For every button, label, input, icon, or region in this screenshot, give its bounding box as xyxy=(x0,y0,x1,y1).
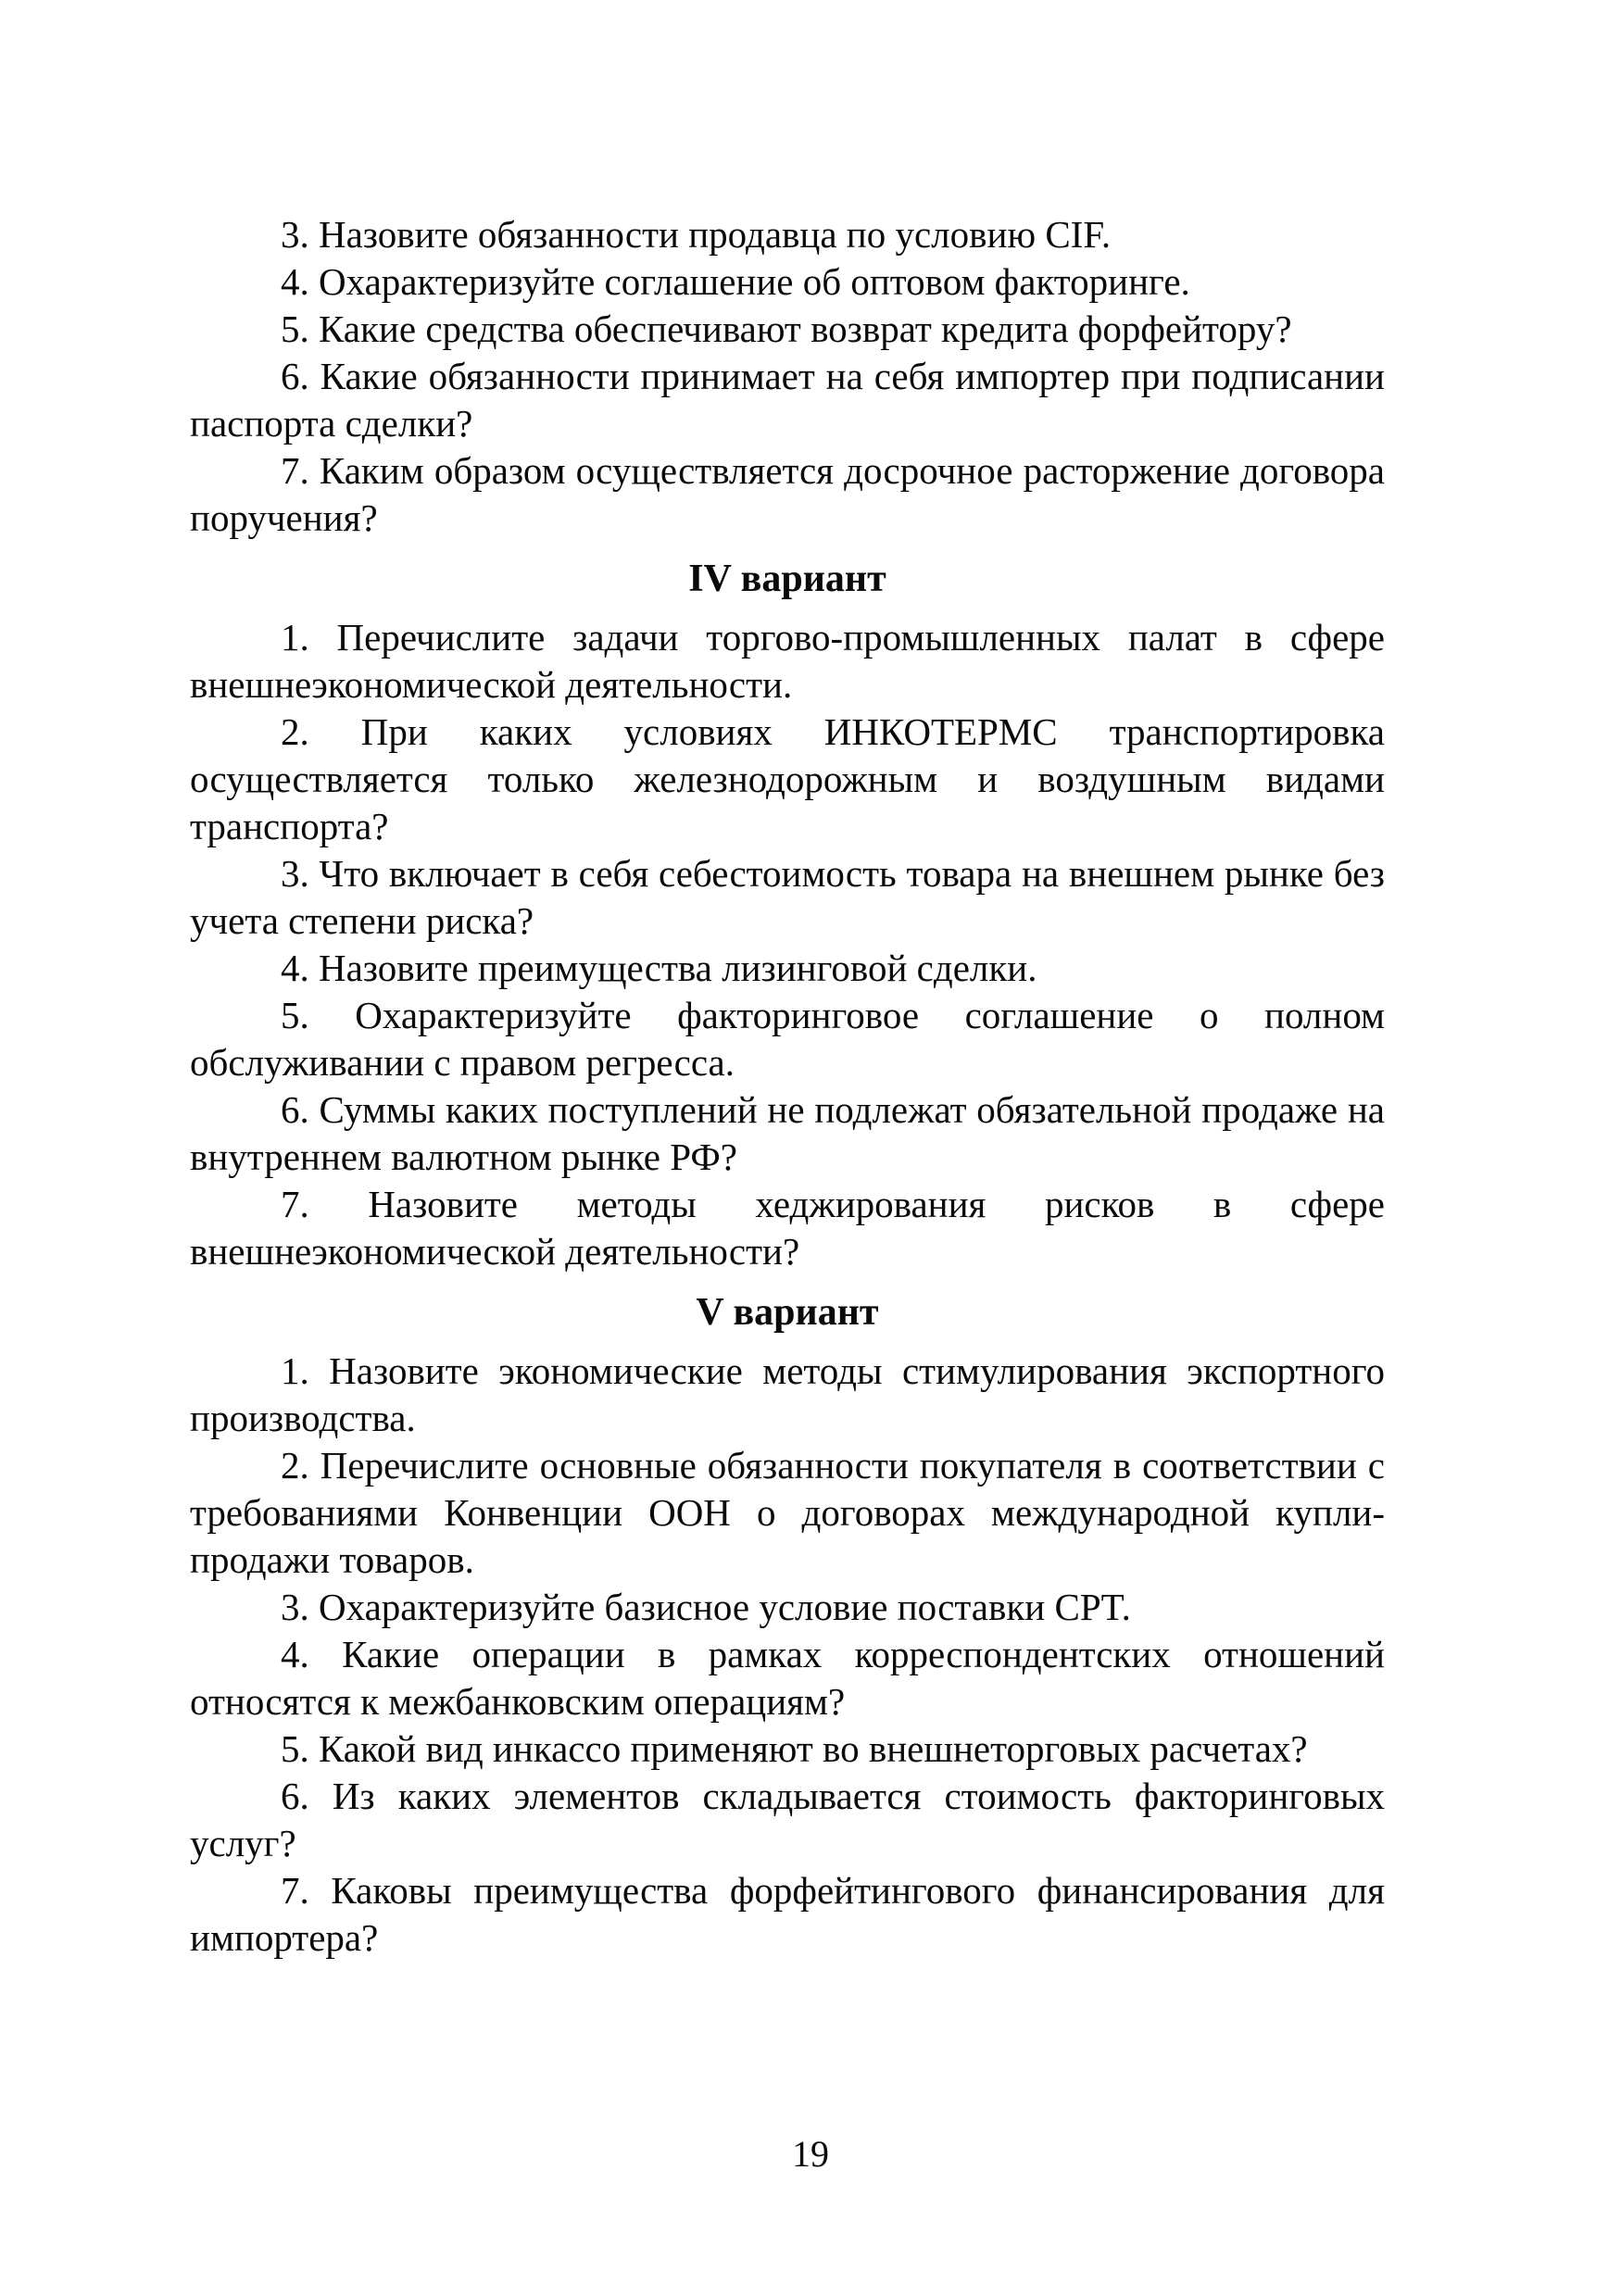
section-v xyxy=(190,1348,1385,1962)
page-content xyxy=(190,211,1385,1962)
question-item: 6. Из каких элементов складывается стоимость факторинговых услуг? xyxy=(190,1775,1385,1864)
section-continued xyxy=(190,211,1385,542)
question-item: 5. Охарактеризуйте факторинговое соглашение о полном обслуживании с правом регресса. xyxy=(190,994,1385,1084)
question-item: 3. Назовите обязанности продавца по условию CIF. xyxy=(281,213,1112,256)
question-item: 6. Суммы каких поступлений не подлежат обязательной продаже на внутреннем валютном рынке РФ? xyxy=(190,1088,1385,1178)
section-heading-v: V вариант xyxy=(696,1291,879,1334)
question-item: 7. Каковы преимущества форфейтингового финансирования для импортера? xyxy=(190,1869,1385,1959)
question-item: 4. Охарактеризуйте соглашение об оптовом факторинге. xyxy=(281,260,1190,303)
question-item: 4. Какие операции в рамках корреспондентских отношений относятся к межбанковским операциям? xyxy=(190,1633,1385,1723)
question-item: 7. Каким образом осуществляется досрочное расторжение договора поручения? xyxy=(190,449,1385,539)
page-number: 19 xyxy=(792,2133,829,2175)
question-item: 3. Что включает в себя себестоимость товара на внешнем рынке без учета степени риска? xyxy=(190,852,1385,942)
question-item: 6. Какие обязанности принимает на себя импортер при подписании паспорта сделки? xyxy=(190,355,1385,445)
question-item: 2. Перечислите основные обязанности покупателя в соответствии с требованиями Конвенции ООН о договорах международной купли-продажи товаров. xyxy=(190,1444,1385,1581)
question-item: 5. Какие средства обеспечивают возврат кредита форфейтору? xyxy=(281,307,1292,350)
question-item: 4. Назовите преимущества лизинговой сделки. xyxy=(281,947,1037,989)
question-item: 5. Какой вид инкассо применяют во внешнеторговых расчетах? xyxy=(281,1727,1308,1770)
question-item: 2. При каких условиях ИНКОТЕРМС транспортировка осуществляется только железнодорожным и воздушным видами транспорта? xyxy=(190,710,1385,847)
question-item: 7. Назовите методы хеджирования рисков в сфере внешнеэкономической деятельности? xyxy=(190,1183,1385,1273)
section-iv xyxy=(190,614,1385,1275)
question-item: 1. Перечислите задачи торгово-промышленных палат в сфере внешнеэкономической деятельности. xyxy=(190,616,1385,706)
question-item: 1. Назовите экономические методы стимулирования экспортного производства. xyxy=(190,1349,1385,1439)
section-heading-iv: IV вариант xyxy=(688,558,886,600)
question-item: 3. Охарактеризуйте базисное условие поставки CPT. xyxy=(281,1586,1131,1628)
